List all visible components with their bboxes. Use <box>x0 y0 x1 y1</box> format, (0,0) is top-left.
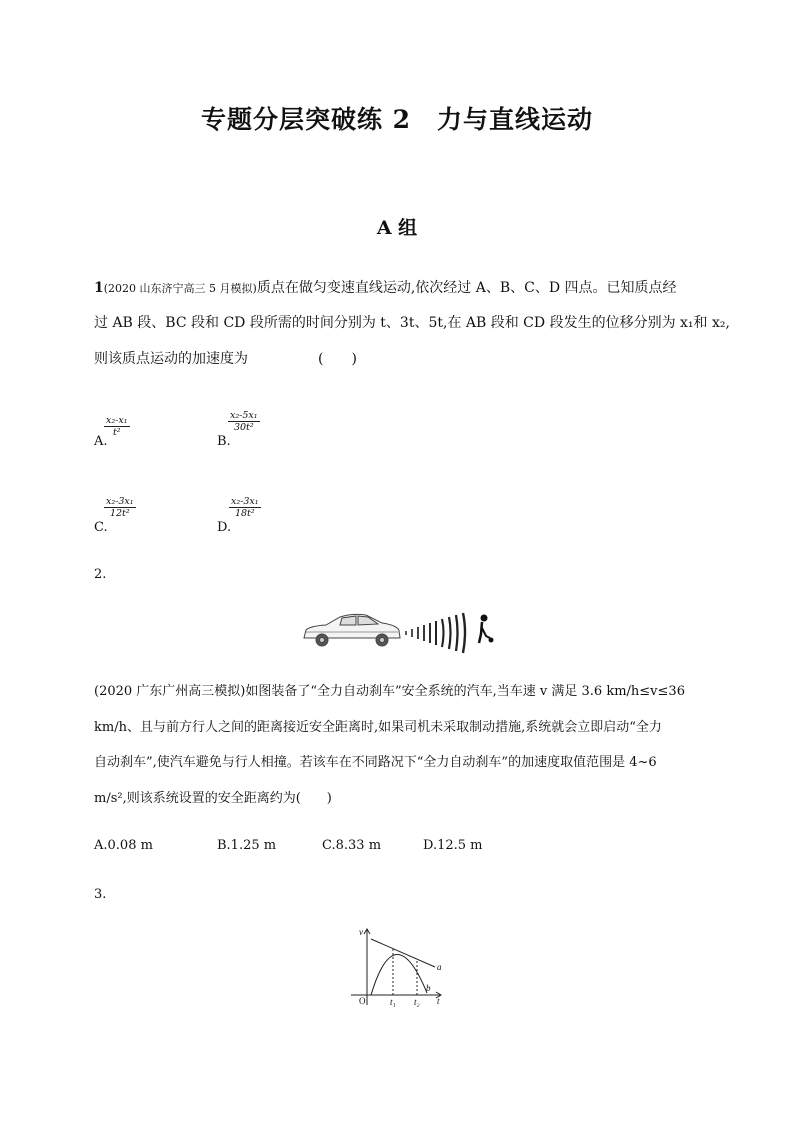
q3-vt-graph <box>345 925 455 1010</box>
q2-choice-a[interactable]: A.0.08 m <box>94 838 153 853</box>
origin-label: O <box>359 996 366 1006</box>
q1-option-b-numerator: x₂-5x₁ <box>230 410 258 421</box>
q2-line-2: km/h、且与前方行人之间的距离接近安全距离时,如果司机未采取制动措施,系统就会立即启动“全力 <box>94 720 662 735</box>
q1-option-d-numerator: x₂-3x₁ <box>231 496 259 507</box>
t1-label: t₁ <box>390 997 396 1007</box>
q2-number: 2. <box>94 567 107 582</box>
q2-choice-b[interactable]: B.1.25 m <box>217 838 277 853</box>
q1-option-b-denominator: 30t² <box>233 422 254 433</box>
q1-line-1 <box>94 277 677 297</box>
q1-line-3: 则该质点运动的加速度为 ( ) <box>94 351 357 367</box>
q2-line-1: (2020 广东广州高三模拟)如图装备了“全力自动刹车”安全系统的汽车,当车速 v 满足 3.6 km/h≤v≤36 <box>94 684 685 699</box>
q1-option-b-label[interactable]: B. <box>217 434 231 449</box>
q3-number: 3. <box>94 887 107 902</box>
group-heading: A 组 <box>376 217 418 239</box>
q1-text-1: 质点在做匀变速直线运动,依次经过 A、B、C、D 四点。已知质点经 <box>256 280 677 296</box>
q2-choice-d[interactable]: D.12.5 m <box>423 838 483 853</box>
q1-option-d-fraction <box>229 496 261 519</box>
q1-option-a-numerator: x₂-x₁ <box>106 415 128 426</box>
q1-option-a-label[interactable]: A. <box>94 434 108 449</box>
q1-source: (2020 山东济宁高三 5 月模拟) <box>103 282 257 295</box>
pedestrian-icon <box>479 615 493 643</box>
q1-option-c-denominator: 12t² <box>109 508 130 519</box>
t2-label: t₂ <box>414 997 420 1007</box>
page-title: 专题分层突破练 2 力与直线运动 <box>200 105 594 134</box>
q1-option-d-label[interactable]: D. <box>217 520 232 535</box>
q1-number: 1 <box>94 280 104 296</box>
curve-b-label: b <box>426 983 431 993</box>
q1-option-c-label[interactable]: C. <box>94 520 108 535</box>
q2-choice-c[interactable]: C.8.33 m <box>322 838 382 853</box>
q1-option-a-denominator: t² <box>112 427 121 438</box>
q1-option-b-fraction <box>228 410 260 433</box>
q1-option-a-fraction <box>104 415 130 438</box>
q2-line-3: 自动刹车”,使汽车避免与行人相撞。若该车在不同路况下“全力自动刹车”的加速度取值范围是 4~6 <box>94 755 657 770</box>
radar-wave-icon <box>406 613 465 653</box>
curve-a-label: a <box>437 962 442 972</box>
t-axis-label: t <box>437 996 440 1006</box>
v-axis-label: v <box>359 927 363 937</box>
car-icon <box>304 614 400 646</box>
q1-option-c-fraction <box>104 496 136 519</box>
q1-line-2: 过 AB 段、BC 段和 CD 段所需的时间分别为 t、3t、5t,在 AB 段和 CD 段发生的位移分别为 x₁和 x₂, <box>94 315 730 331</box>
car-pedestrian-illustration <box>300 610 500 654</box>
curve-b <box>371 954 427 995</box>
q1-option-d-denominator: 18t² <box>234 508 255 519</box>
line-a <box>371 939 435 967</box>
q2-line-4: m/s²,则该系统设置的安全距离约为( ) <box>94 791 332 806</box>
q1-option-c-numerator: x₂-3x₁ <box>106 496 134 507</box>
